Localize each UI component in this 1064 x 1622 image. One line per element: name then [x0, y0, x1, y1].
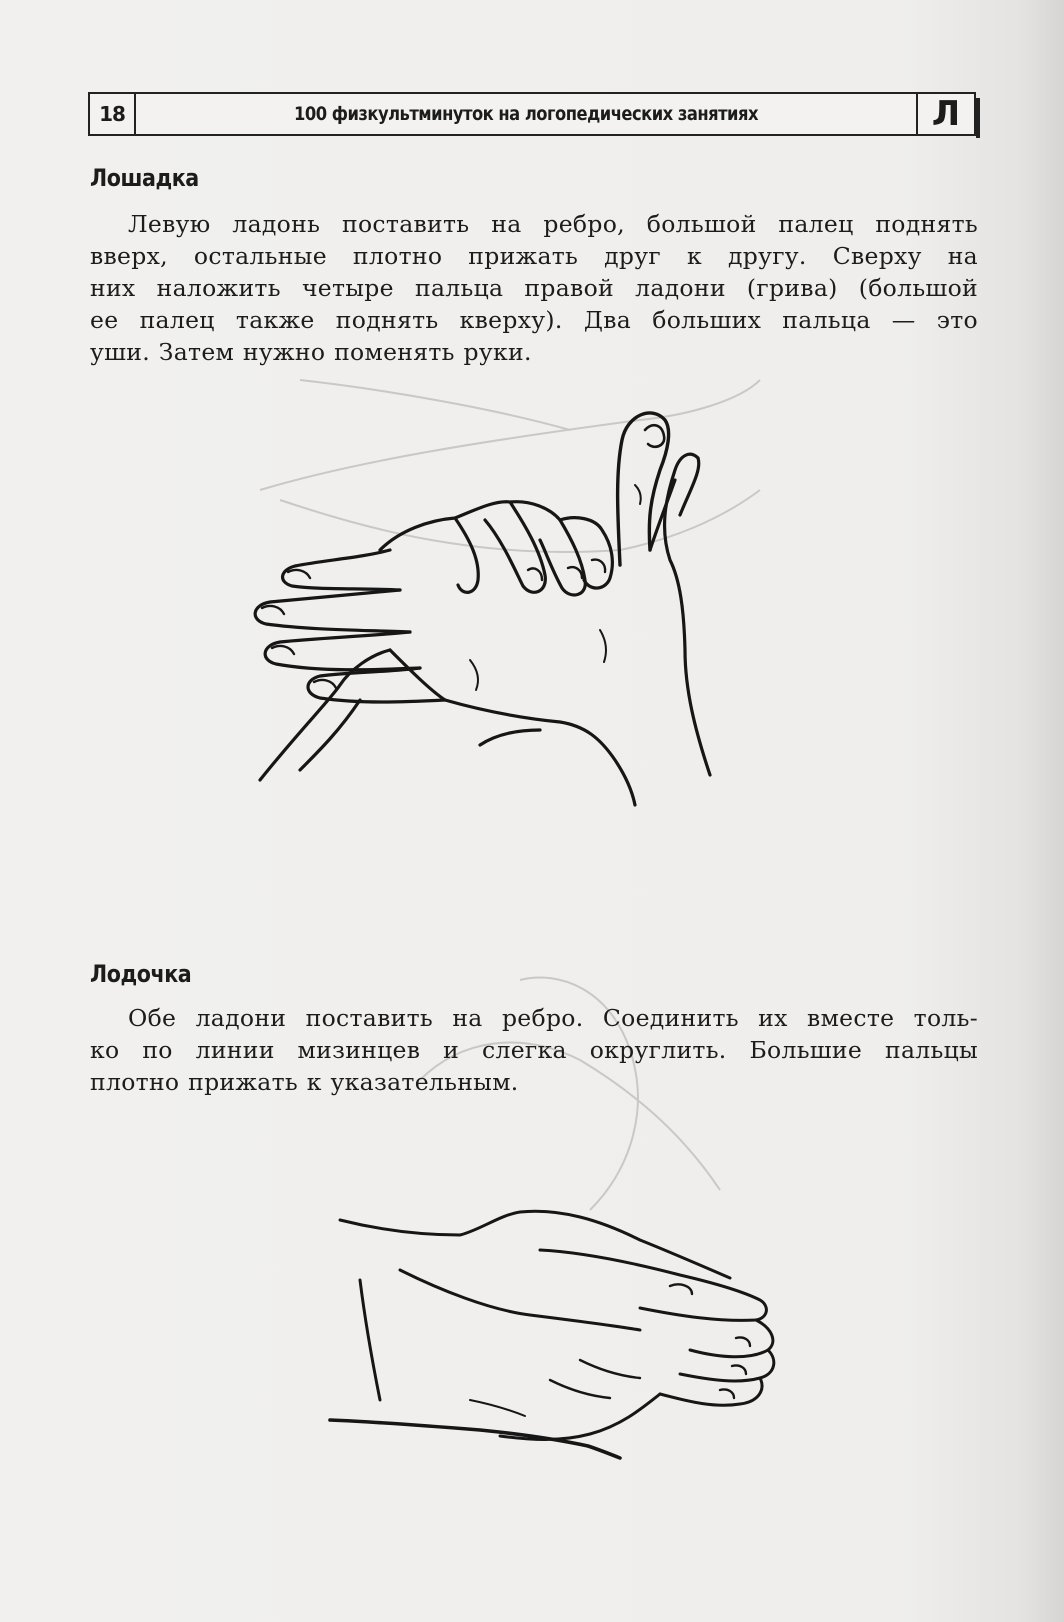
text-line: ко по линии мизинцев и слегка округлить. Большие пальцы — [90, 1036, 978, 1064]
boat-hands-icon — [320, 1190, 820, 1480]
exercise-title-boat: Лодочка — [90, 960, 192, 988]
text-line: плотно прижать к указательным. — [90, 1068, 519, 1096]
text-line: них наложить четыре пальца правой ладони (грива) (большой — [90, 274, 978, 302]
text-line: вверх, остальные плотно прижать друг к другу. Сверху на — [90, 242, 978, 270]
horse-hands-icon — [240, 400, 800, 820]
exercise-title-horse: Лошадка — [90, 164, 199, 192]
section-letter: Л — [916, 94, 974, 134]
text-line: Левую ладонь поставить на ребро, большой палец поднять — [128, 210, 978, 238]
text-line: Обе ладони поставить на ребро. Соединить их вместе толь- — [128, 1004, 978, 1032]
exercise-description-horse — [90, 208, 978, 368]
text-line: уши. Затем нужно поменять руки. — [90, 338, 532, 366]
book-title: 100 физкультминуток на логопедических занятиях — [294, 103, 758, 125]
text-line: ее палец также поднять кверху). Два больших пальца — это — [90, 306, 978, 334]
exercise-description-boat — [90, 1002, 978, 1098]
page-number: 18 — [90, 94, 136, 134]
running-header — [88, 92, 976, 136]
